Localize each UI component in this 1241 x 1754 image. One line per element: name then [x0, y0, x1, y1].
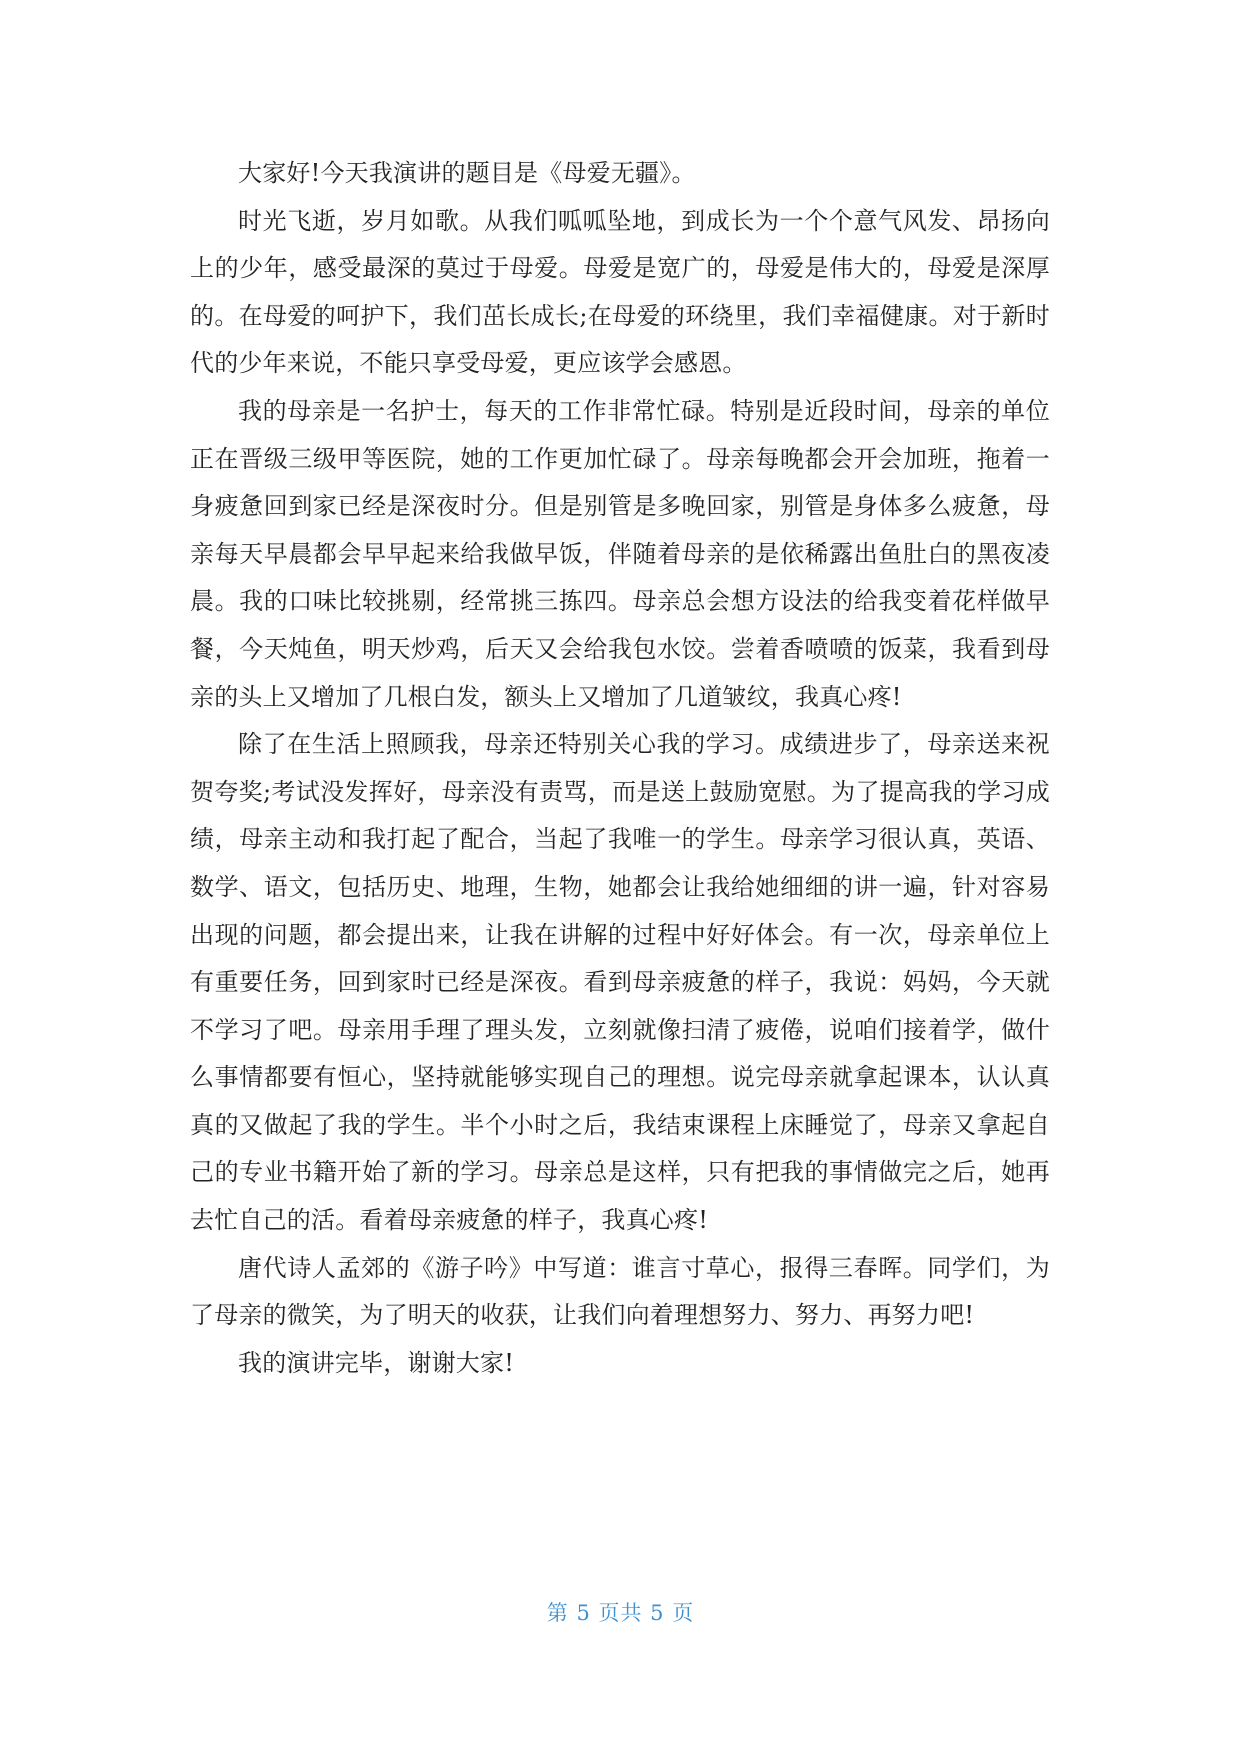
paragraph-mother-study: 除了在生活上照顾我，母亲还特别关心我的学习。成绩进步了，母亲送来祝贺夸奖;考试没发挥好，母亲没有责骂，而是送上鼓励宽慰。为了提高我的学习成绩，母亲主动和我打起了配合，当起了我唯一的学生。母亲学习很认真，英语、数学、语文，包括历史、地理，生物，她都会让我给她细细的讲一遍，针对容易出现的问题，都会提出来，让我在讲解的过程中好好体会。有一次，母亲单位上有重要任务，回到家时已经是深夜。看到母亲疲惫的样子，我说：妈妈，今天就不学习了吧。母亲用手理了理头发，立刻就像扫清了疲倦，说咱们接着学，做什么事情都要有恒心，坚持就能够实现自己的理想。说完母亲就拿起课本，认认真真的又做起了我的学生。半个小时之后，我结束课程上床睡觉了，母亲又拿起自己的专业书籍开始了新的学习。母亲总是这样，只有把我的事情做完之后，她再去忙自己的活。看着母亲疲惫的样子，我真心疼! [190, 730, 1050, 1235]
paragraph-greeting: 大家好!今天我演讲的题目是《母爱无疆》。 [238, 159, 696, 187]
paragraph-mother-work: 我的母亲是一名护士，每天的工作非常忙碌。特别是近段时间，母亲的单位正在晋级三级甲等医院，她的工作更加忙碌了。母亲每晚都会开会加班，拖着一身疲惫回到家已经是深夜时分。但是别管是多晚回家，别管是身体多么疲惫，母亲每天早晨都会早早起来给我做早饭，伴随着母亲的是依稀露出鱼肚白的黑夜凌晨。我的口味比较挑剔，经常挑三拣四。母亲总会想方设法的给我变着花样做早餐，今天炖鱼，明天炒鸡，后天又会给我包水饺。尝着香喷喷的饭菜，我看到母亲的头上又增加了几根白发，额头上又增加了几道皱纹，我真心疼! [190, 396, 1050, 711]
page-number-footer: 第 5 页共 5 页 [546, 1601, 695, 1625]
paragraph-closing: 我的演讲完毕，谢谢大家! [238, 1348, 515, 1377]
paragraph-intro: 时光飞逝，岁月如歌。从我们呱呱坠地，到成长为一个个意气风发、昂扬向上的少年，感受最深的莫过于母爱。母爱是宽广的，母爱是伟大的，母爱是深厚的。在母爱的呵护下，我们茁长成长;在母爱的环绕里，我们幸福健康。对于新时代的少年来说，不能只享受母爱，更应该学会感恩。 [190, 206, 1050, 378]
document-body [190, 150, 1050, 1387]
paragraph-poem: 唐代诗人孟郊的《游子吟》中写道：谁言寸草心，报得三春晖。同学们，为了母亲的微笑，为了明天的收获，让我们向着理想努力、努力、再努力吧! [190, 1253, 1050, 1330]
